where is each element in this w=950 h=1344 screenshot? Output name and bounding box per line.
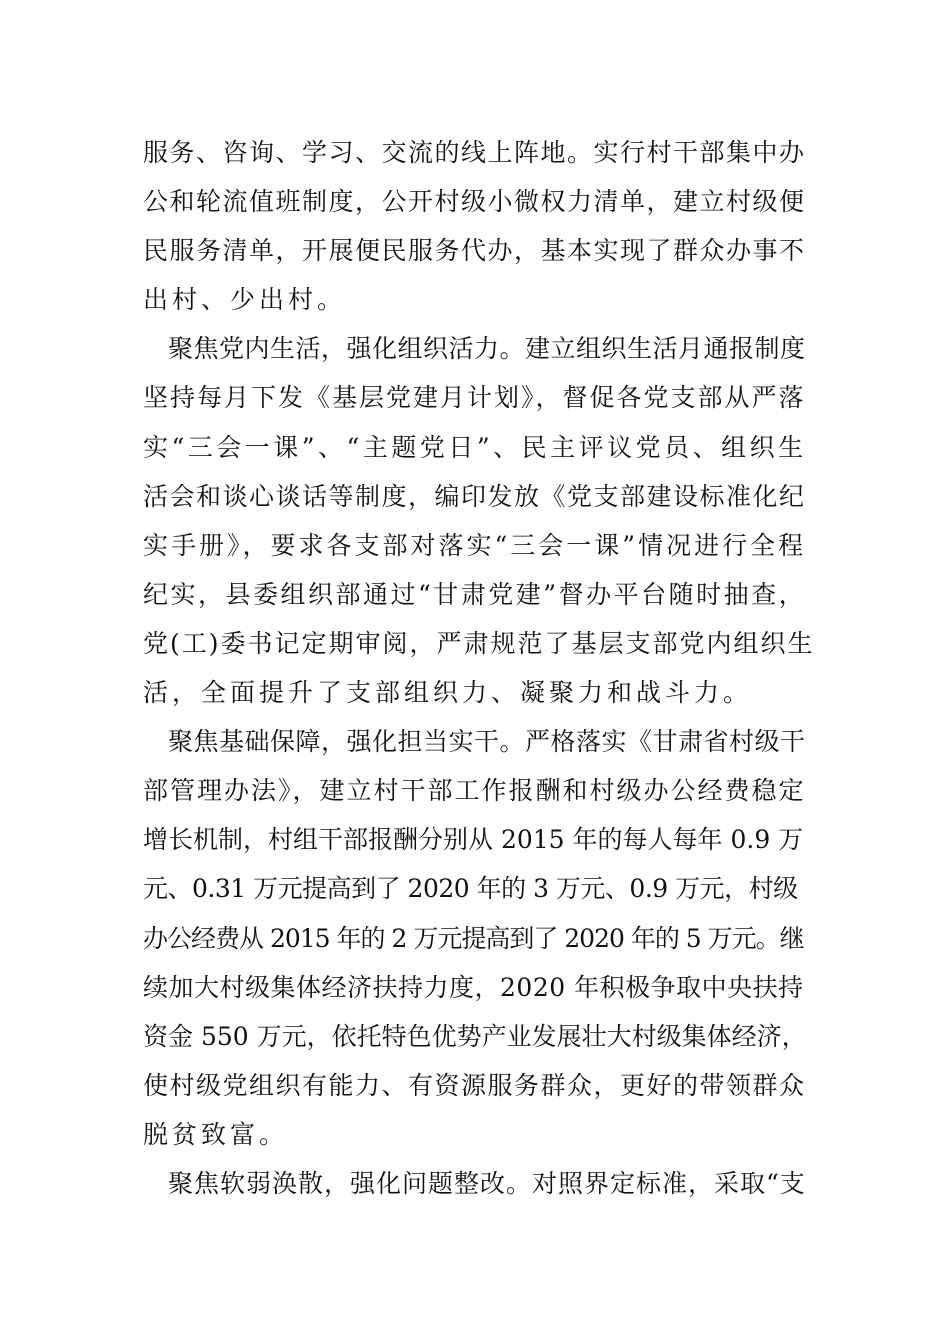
text-line: 实“三会一课”、“主题党日”、民主评议党员、组织生 xyxy=(143,432,807,462)
body-text xyxy=(143,128,815,1208)
text-line: 民服务清单，开展便民服务代办，基本实现了群众办事不 xyxy=(143,236,806,266)
paragraph-heading-line: 聚焦党内生活，强化组织活力。建立组织生活月通报制度 xyxy=(168,334,806,364)
text-line: 服务、咨询、学习、交流的线上阵地。实行村干部集中办 xyxy=(143,138,806,167)
text-line: 活，全面提升了支部组织力、凝聚力和战斗力。 xyxy=(143,678,753,708)
text-line: 办公经费从 2015 年的 2 万元提高到了 2020 年的 5 万元。继 xyxy=(143,923,804,953)
text-line: 元、0.31 万元提高到了 2020 年的 3 万元、0.9 万元，村级 xyxy=(143,874,798,904)
text-line: 出村、少出村。 xyxy=(143,285,347,315)
text-line: 增长机制，村组干部报酬分别从 2015 年的每人每年 0.9 万 xyxy=(143,825,804,855)
text-line: 脱贫致富。 xyxy=(143,1119,289,1149)
text-line: 公和轮流值班制度，公开村级小微权力清单，建立村级便 xyxy=(143,187,806,217)
text-line: 活会和谈心谈话等制度，编印发放《党支部建设标准化纪 xyxy=(143,481,806,511)
text-line: 资金 550 万元，依托特色优势产业发展壮大村级集体经济， xyxy=(143,1021,807,1051)
text-line: 续加大村级集体经济扶持力度，2020 年积极争取中央扶持 xyxy=(143,972,804,1002)
text-line: 使村级党组织有能力、有资源服务群众，更好的带领群众 xyxy=(143,1070,806,1100)
text-line: 实手册》，要求各支部对落实“三会一课”情况进行全程 xyxy=(143,530,807,560)
text-line: 部管理办法》，建立村干部工作报酬和村级办公经费稳定 xyxy=(143,776,806,806)
text-line: 坚持每月下发《基层党建月计划》，督促各党支部从严落 xyxy=(143,383,806,413)
text-line: 纪实，县委组织部通过“甘肃党建”督办平台随时抽查， xyxy=(143,579,807,609)
paragraph-heading-line: 聚焦基础保障，强化担当实干。严格落实《甘肃省村级干 xyxy=(168,727,806,757)
text-line: 党(工)委书记定期审阅，严肃规范了基层支部党内组织生 xyxy=(143,628,815,658)
paragraph-heading-line: 聚焦软弱涣散，强化问题整改。对照界定标准，采取“支 xyxy=(168,1168,806,1198)
